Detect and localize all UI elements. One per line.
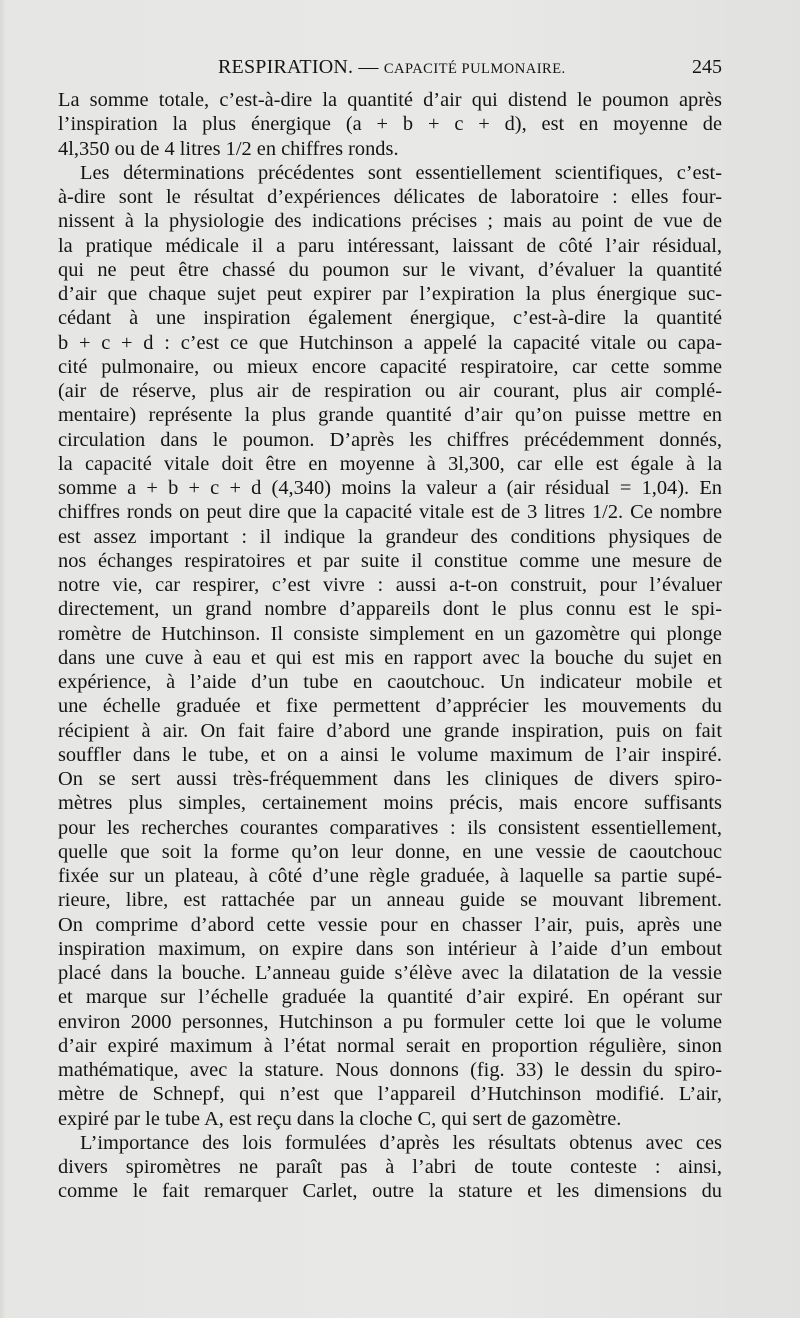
text-line: 4l,350 ou de 4 litres 1/2 en chiffres ronds. xyxy=(58,137,399,160)
text-line: expérience, à l’aide d’un tube en caoutchouc. Un indicateur mobile et xyxy=(58,671,722,693)
text-line: comme le fait remarquer Carlet, outre la stature et les dimensions du xyxy=(58,1180,722,1203)
text-line: La somme totale, c’est-à-dire la quantité d’air qui distend le poumon après xyxy=(58,89,722,111)
text-line: rieure, libre, est rattachée par un anneau guide se mouvant librement. xyxy=(58,889,722,912)
text-line: pour les recherches courantes comparatives : ils consistent essentiellement, xyxy=(58,816,722,839)
text-line: directement, un grand nombre d’appareils dont le plus connu est le spi- xyxy=(58,598,722,621)
running-title-subtitle: CAPACITÉ PULMONAIRE. xyxy=(383,61,566,77)
text-line: une échelle graduée et fixe permettent d’apprécier les mouvements du xyxy=(58,695,722,718)
running-header xyxy=(58,56,722,86)
text-line: mathématique, avec la stature. Nous donnons (fig. 33) le dessin du spiro- xyxy=(58,1059,722,1081)
body-text xyxy=(58,88,722,1204)
text-line: la capacité vitale doit être en moyenne à 3l,300, car elle est égale à la xyxy=(58,452,722,475)
text-line: expiré par le tube A, est reçu dans la cloche C, qui sert de gazomètre. xyxy=(58,1107,622,1130)
text-line: Les déterminations précédentes sont essentiellement scientifiques, c’est- xyxy=(80,161,722,184)
text-line: (air de réserve, plus air de respiration ou air courant, plus air complé- xyxy=(58,380,722,402)
text-line: récipient à air. On fait faire d’abord une grande inspiration, puis on fait xyxy=(58,719,722,742)
text-line: fixée sur un plateau, à côté d’une règle graduée, à laquelle sa partie supé- xyxy=(58,865,722,887)
text-line: quelle que soit la forme qu’on leur donne, en une vessie de caoutchouc xyxy=(58,840,722,863)
text-line: environ 2000 personnes, Hutchinson a pu formuler cette loi que le volume xyxy=(58,1010,722,1033)
text-line: notre vie, car respirer, c’est vivre : aussi a-t-on construit, pour l’évaluer xyxy=(58,574,722,596)
text-line: qui ne peut être chassé du poumon sur le vivant, d’évaluer la quantité xyxy=(58,258,722,281)
running-title-main: RESPIRATION. xyxy=(218,56,354,78)
text-line: chiffres ronds on peut dire que la capacité vitale est de 3 litres 1/2. Ce nombre xyxy=(58,501,722,524)
text-line: nissent à la physiologie des indications précises ; mais au point de vue de xyxy=(58,210,722,233)
page-number: 245 xyxy=(692,56,722,78)
text-line: à-dire sont le résultat d’expériences délicates de laboratoire : elles four- xyxy=(58,186,722,208)
text-line: cédant à une inspiration également énergique, c’est-à-dire la quantité xyxy=(58,307,722,330)
text-line: somme a + b + c + d (4,340) moins la valeur a (air résidual = 1,04). En xyxy=(58,477,722,499)
text-line: mentaire) représente la plus grande quantité d’air qu’on puisse mettre en xyxy=(58,404,722,427)
text-line: souffler dans le tube, et on a ainsi le volume maximum de l’air inspiré. xyxy=(58,743,722,766)
text-line: circulation dans le poumon. D’après les chiffres précédemment donnés, xyxy=(58,428,722,451)
text-line: l’inspiration la plus énergique (a + b + c + d), est en moyenne de xyxy=(58,113,722,136)
text-line: nos échanges respiratoires et par suite il constitue comme une mesure de xyxy=(58,549,722,572)
text-line: dans une cuve à eau et qui est mis en rapport avec la bouche du sujet en xyxy=(58,646,722,669)
text-line: est assez important : il indique la grandeur des conditions physiques de xyxy=(58,525,722,548)
text-line: d’air que chaque sujet peut expirer par l’expiration la plus énergique suc- xyxy=(58,283,722,305)
text-line: la pratique médicale il a paru intéressant, laissant de côté l’air résidual, xyxy=(58,234,722,257)
text-line: placé dans la bouche. L’anneau guide s’élève avec la dilatation de la vessie xyxy=(58,962,722,984)
text-line: On comprime d’abord cette vessie pour en chasser l’air, puis, après une xyxy=(58,913,722,936)
text-line: mètres plus simples, certainement moins précis, mais encore suffisants xyxy=(58,792,722,815)
running-title-separator: — xyxy=(353,56,384,78)
running-title xyxy=(218,56,566,79)
text-line: divers spiromètres ne paraît pas à l’abri de toute conteste : ainsi, xyxy=(58,1156,722,1178)
text-line: d’air expiré maximum à l’état normal serait en proportion régulière, sinon xyxy=(58,1034,722,1057)
text-line: inspiration maximum, on expire dans son intérieur à l’aide d’un embout xyxy=(58,937,722,960)
text-line: On se sert aussi très-fréquemment dans les cliniques de divers spiro- xyxy=(58,768,722,790)
text-line: cité pulmonaire, ou mieux encore capacité respiratoire, car cette somme xyxy=(58,355,722,378)
text-line: et marque sur l’échelle graduée la quantité d’air expiré. En opérant sur xyxy=(58,986,722,1009)
text-line: b + c + d : c’est ce que Hutchinson a appelé la capacité vitale ou capa- xyxy=(58,331,722,354)
text-line: L’importance des lois formulées d’après les résultats obtenus avec ces xyxy=(80,1131,722,1154)
text-line: romètre de Hutchinson. Il consiste simplement en un gazomètre qui plonge xyxy=(58,622,722,645)
text-line: mètre de Schnepf, qui n’est que l’appareil d’Hutchinson modifié. L’air, xyxy=(58,1083,722,1106)
